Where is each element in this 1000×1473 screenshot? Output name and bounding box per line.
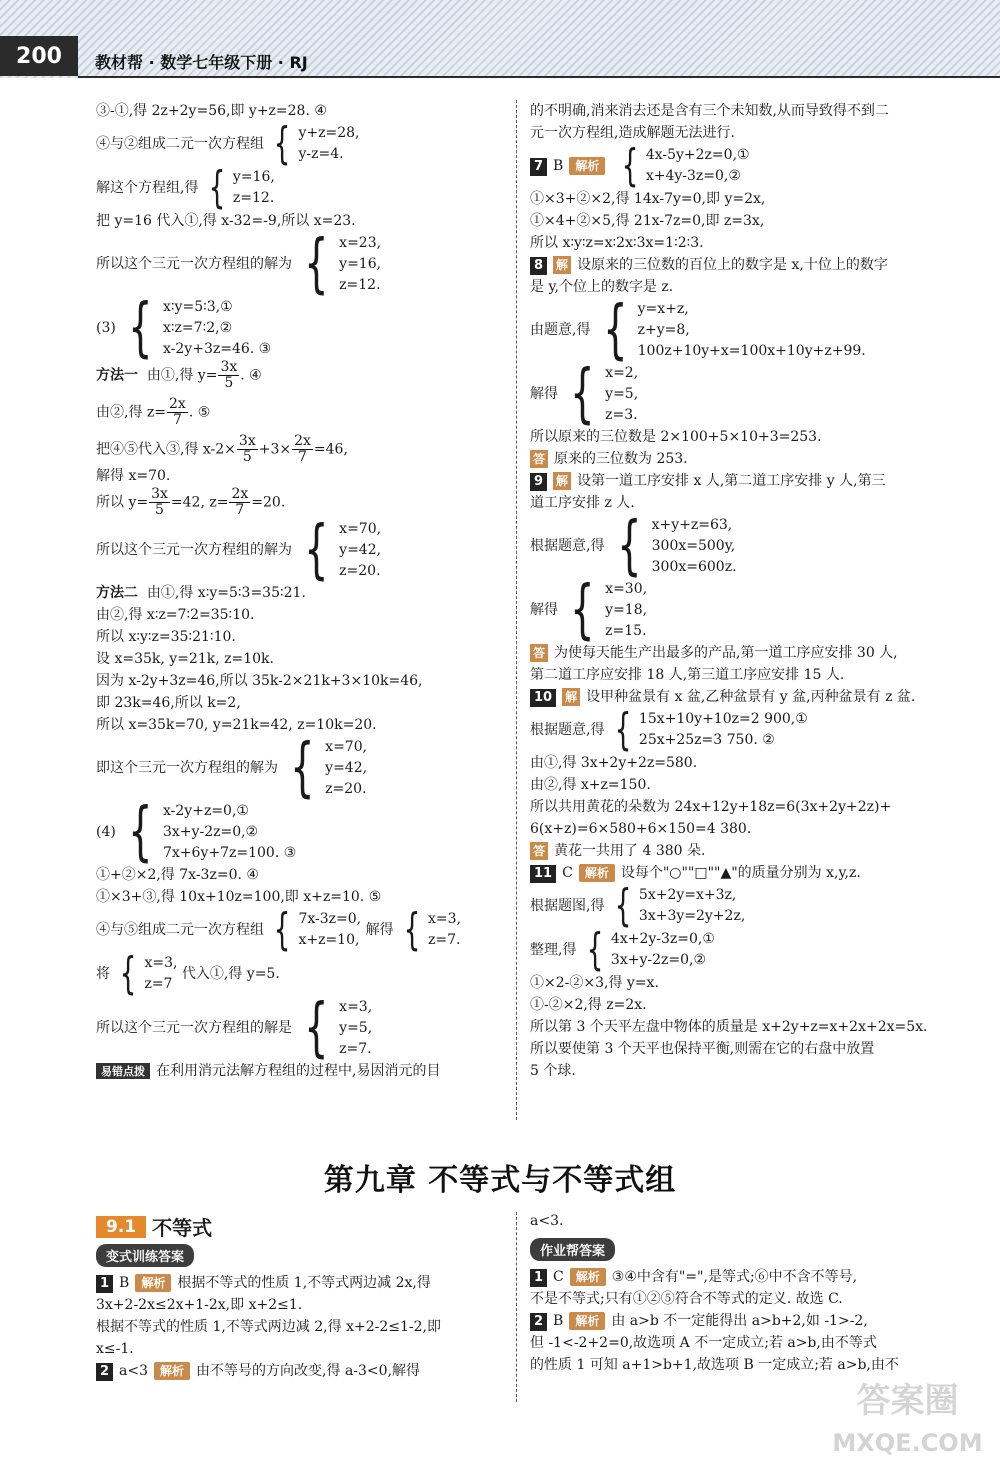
system-rows [646,145,750,187]
equation-system: { 5x+2y=x+3z, 3x+3y=2y+2z, [614,880,746,931]
equation-row: 300x=500y, [651,537,736,554]
text: 原来的三位数为 253. [554,451,688,467]
text: 由①,得 y= [146,367,218,384]
text: 根据不等式的性质 1,不等式两边减 2x,得 [177,1275,431,1291]
equation-row: z+y=8, [637,321,690,338]
text: 由 a>b 不一定能得出 a>b+2,如 -1>-2, [611,1313,868,1329]
equation-system: { x-2y+z=0,① 3x+y-2z=0,② 7x+6y+7z=100. ③ [128,795,297,869]
exercise-banner: 变式训练答案 [96,1244,194,1267]
page-header [0,0,1000,78]
answer-choice: B [553,158,564,174]
section-number: 9.1 [96,1216,146,1238]
denominator: 5 [242,449,252,465]
text-line: 所以第 3 个天平左盘中物体的质量是 x+2y+z=x+2x+2x=5x. [530,1019,928,1035]
text: 设甲种盆景有 x 盆,乙种盆景有 y 盆,丙种盆景有 z 盆. [586,689,916,705]
equation-row: z=12. [232,190,275,206]
fraction [229,487,250,518]
question-1 [96,1272,506,1294]
numerator: 3x [151,486,168,502]
question-number: 2 [96,1363,113,1381]
denominator: 7 [298,449,307,465]
text: 由不等号的方向改变,得 a-3<0,解得 [196,1363,421,1379]
equation-system: { y+z=28, y-z=4. [274,118,360,169]
text-line: ①×3+②×2,得 14x-7y=0,即 y=2x, [530,191,766,207]
system-rows [163,801,296,864]
numerator: 3x [238,433,256,449]
equation-row: 5x+2y=x+3z, [638,887,737,903]
question-number: 10 [530,689,556,707]
equation-row: y=42, [339,541,382,558]
equation-row: 7x+6y+7z=100. ③ [163,844,297,861]
text-line [96,487,506,518]
equation-system: { x+y+z=63, 300x=500y, 300x=600z. [617,509,737,583]
analysis-tag: 解析 [579,864,615,882]
solution-tag: 解 [553,256,571,274]
text: 黄花一共用了 4 380 朵. [554,843,706,859]
equation-row: x-2y+z=0,① [163,802,249,819]
text: =46, [313,441,348,458]
fraction [292,434,313,465]
text-line [96,360,506,391]
equation-system: { x=23, y=16, z=12. [304,227,382,301]
question-number: 1 [530,1269,547,1287]
text-line: 的不明确,消来消去还是含有三个未知数,从而导致得不到二 [530,103,889,119]
text-line: 3x+2-2x≤2x+1-2x,即 x+2≤1. [96,1297,303,1313]
equation-row: x-2y+3z=46. ③ [163,340,272,357]
section-heading [96,1212,212,1241]
method-label: 方法一 [96,367,138,384]
text-line: 的性质 1 可知 a+1>b+1,故选项 B 一定成立;若 a>b,由不 [530,1357,899,1373]
equation-row: 4x-5y+2z=0,① [645,147,750,163]
equation-row: y=5, [605,385,639,402]
equation-system: { x=3, z=7 [120,948,178,999]
text-line: ①×3+③,得 10x+10z=100,即 x+z=10. ⑤ [96,889,382,905]
question-7 [530,140,945,191]
system-rows [428,909,461,951]
equation-system: { x=3, y=5, z=7. [304,991,373,1065]
numerator: 3x [220,359,238,375]
right-column [530,100,945,1082]
answer-tag: 答 [530,450,548,468]
column-divider-bottom [516,1212,517,1402]
header-rule [78,76,1000,78]
equation-system-line [530,357,945,431]
equation-system-line [96,162,506,213]
numerator: 2x [169,396,186,412]
system-rows [652,515,737,578]
answer-tag: 答 [530,644,548,662]
equation-system: { x=70, y=42, z=20. [304,513,382,587]
equation-row: z=20. [325,780,367,797]
equation-row: x=3, [144,955,178,971]
text-line: 即 23k=46,所以 k=2, [96,695,241,711]
equation-system-line [96,118,506,169]
system-rows [233,167,275,209]
text-line: 道工序安排 z 人. [530,495,635,511]
text: 即这个三元一次方程组的解为 [96,760,278,776]
analysis-tag: 解析 [570,1268,606,1286]
equation-row: z=7. [339,1040,372,1057]
text-line: 设 x=35k, y=21k, z=10k. [96,651,274,667]
text-line: 解得 x=70. [96,468,171,484]
text-line: ①-②×2,得 z=2x. [530,997,647,1013]
equation-row: 7x-3z=0, [298,911,362,927]
text-line: 所以 x∶y∶z=x∶2x∶3x=1∶2∶3. [530,235,704,251]
text-line: 所以 x∶y∶z=35∶21∶10. [96,629,236,645]
question-number: 11 [530,865,556,883]
text-line: ①×2-②×3,得 y=x. [530,975,659,991]
equation-row: x=3, [339,998,373,1015]
system-rows [639,885,745,927]
analysis-tag: 解析 [569,1312,605,1330]
equation-system: { 4x-5y+2z=0,① x+4y-3z=0,② [621,140,750,191]
method-label: 方法二 [96,585,138,601]
text-line: 不是不等式;只有①②⑤符合不等式的定义. 故选 C. [530,1291,843,1307]
equation-row: x=70, [339,520,382,537]
analysis-tag: 解析 [135,1274,171,1292]
equation-row: z=12. [339,276,381,293]
text-line: ③-①,得 2z+2y=56,即 y+z=28. ④ [96,103,327,119]
equation-row: y=18, [605,601,648,618]
fraction [167,397,188,428]
equation-row: z=15. [605,622,647,639]
system-rows [639,709,808,751]
system-rows [298,909,361,951]
equation-row: 25x+25z=3 750. ② [638,732,775,748]
text: 由②,得 z= [96,404,167,421]
equation-row: x=3, [428,911,462,927]
equation-row: z=3. [605,406,638,423]
system-rows [638,299,866,362]
text-line: 第二道工序应安排 18 人,第三道工序应安排 15 人. [530,667,845,683]
text: 解得 [530,602,558,618]
homework-banner: 作业帮答案 [530,1238,615,1261]
equation-row: y=42, [325,759,368,776]
equation-row: x=70, [325,738,368,755]
text: 为使每天能生产出最多的产品,第一道工序应安排 30 人, [554,645,898,661]
answer-choice: B [553,1313,564,1329]
answer-choice: C [553,1269,564,1285]
text: =20. [251,494,286,511]
system-rows [605,363,638,426]
system-rows [163,297,271,360]
equation-system-line [530,704,945,755]
text-line: 由②,得 x+z=150. [530,777,651,793]
numerator: 2x [231,486,249,502]
equation-row: x+z=10, [298,932,360,948]
text: 代入①,得 y=5. [181,966,280,982]
equation-system: { x=30, y=18, z=15. [570,573,648,647]
equation-system-line [96,291,506,365]
system-rows [611,929,715,971]
denominator: 7 [235,502,245,518]
text: 解得 [365,922,394,938]
answer-choice: B [119,1275,130,1291]
equation-row: 100z+10y+x=100x+10y+z+99. [637,342,866,359]
equation-row: 4x+2y-3z=0,① [610,931,715,947]
equation-system-line [530,924,945,975]
equation-system-line [530,573,945,647]
tip-line [96,1060,506,1082]
text-line: 所以要使第 3 个天平也保持平衡,则需在它的右盘中放置 [530,1041,875,1057]
equation-system: { x∶y=5∶3,① x∶z=7∶2,② x-2y+3z=46. ③ [128,291,272,365]
equation-system: { x=2, y=5, z=3. [570,357,639,431]
equation-system: { 7x-3z=0, x+z=10, [274,904,362,955]
question-8 [530,254,945,276]
fraction [237,434,258,465]
left-column [96,100,506,1082]
answer-line [530,448,945,470]
question-number: 2 [530,1313,547,1331]
text-line: a<3. [530,1213,564,1229]
question-10 [530,686,945,708]
denominator: 5 [155,502,164,518]
equation-row: z=7. [428,932,461,948]
equation-row: z=7 [144,976,173,992]
question-11 [530,862,945,884]
question-number: 9 [530,473,547,491]
equation-system-line [96,513,506,587]
equation-system: { x=70, y=42, z=20. [290,731,368,805]
equation-system-line [96,731,506,805]
system-rows [298,123,359,165]
text-line: 所以原来的三位数是 2×100+5×10+3=253. [530,429,822,445]
equation-row: x+y+z=63, [651,516,733,533]
equation-row: 3x+y-2z=0,② [610,952,707,968]
equation-row: y+z=28, [298,125,360,141]
text-line [96,434,506,465]
bottom-left-column [96,1244,506,1382]
text: 把④⑤代入③,得 x-2× [96,441,236,458]
equation-system-line [530,509,945,583]
system-rows [144,953,177,995]
text: 根据题意,得 [530,538,605,554]
equation-system: { 4x+2y-3z=0,① 3x+y-2z=0,② [586,924,715,975]
question-9 [530,470,945,492]
text: ④与⑤组成二元一次方程组 [96,922,264,938]
equation-row: y-z=4. [298,146,344,162]
equation-row: x+4y-3z=0,② [645,168,741,184]
answer-line [530,840,945,862]
question-number: 1 [96,1275,113,1293]
equation-row: x=30, [605,580,648,597]
text: =42, z= [170,494,229,511]
section-title: 不等式 [152,1216,213,1240]
equation-row: y=16, [339,255,382,272]
text: ③④中含有"=",是等式;⑥中不含不等号, [611,1269,858,1285]
equation-system-line [96,991,506,1065]
equation-system-line [530,293,945,367]
denominator: 5 [224,375,234,391]
text: 根据题意,得 [530,722,605,738]
system-rows [339,233,381,296]
text: 由①,得 x∶y=5∶3=35∶21. [146,585,306,601]
equation-system: { y=16, z=12. [208,162,275,213]
text-line: 把 y=16 代入①,得 x-32=-9,所以 x=23. [96,213,356,229]
system-rows [325,737,367,800]
chapter-title: 第九章 不等式与不等式组 [323,1163,677,1198]
text: ④与②组成二元一次方程组 [96,136,264,152]
bottom-right-column [530,1210,945,1376]
equation-system-line [96,904,506,955]
equation-system: { x=3, z=7. [403,904,462,955]
question-1 [530,1266,945,1288]
text: 设第一道工序安排 x 人,第二道工序安排 y 人,第三 [577,473,886,489]
text-line: 5 个球. [530,1063,576,1079]
question-2 [530,1310,945,1332]
equation-system-line [96,227,506,301]
book-title: 教材帮 · 数学七年级下册 · RJ [95,53,308,72]
text: 将 [96,966,110,982]
text: 解得 [530,386,558,402]
equation-row: 300x=600z. [651,558,737,575]
text-line: x≤-1. [96,1341,134,1357]
question-number: 7 [530,158,547,176]
answer-choice: C [562,865,573,881]
watermark-url: MXQE.COM [832,1429,983,1457]
text-line: 由②,得 x∶z=7∶2=35∶10. [96,607,255,623]
numerator: 2x [294,433,311,449]
text-line: 所以 x=35k=70, y=21k=42, z=10k=20. [96,717,377,733]
text-line: 由①,得 3x+2y+2z=580. [530,755,698,771]
question-number: 8 [530,257,547,275]
text: 设每个"○""□""▲"的质量分别为 x,y,z. [620,865,861,881]
text-line: 因为 x-2y+3z=46,所以 35k-2×21k+3×10k=46, [96,673,423,689]
system-rows [339,519,381,582]
fraction [218,360,239,391]
fraction [149,487,170,518]
system-rows [339,997,372,1060]
text: 所以这个三元一次方程组的解是 [96,1020,292,1036]
answer-tag: 答 [530,842,548,860]
tip-badge: 易错点拨 [96,1063,150,1079]
equation-row: z=20. [339,562,381,579]
equation-system-line [96,948,506,999]
text: 所以这个三元一次方程组的解为 [96,256,292,272]
text: 在利用消元法解方程组的过程中,易因消元的目 [156,1063,441,1079]
text-line: 但 -1<-2+2=0,故选项 A 不一定成立;若 a>b,由不等式 [530,1335,877,1351]
solution-tag: 解 [562,688,580,706]
solution-tag: 解 [553,472,571,490]
text: 整理,得 [530,942,577,958]
text: 所以这个三元一次方程组的解为 [96,542,292,558]
equation-system: { y=x+z, z+y=8, 100z+10y+x=100x+10y+z+99. [603,293,866,367]
text-line [96,397,506,428]
problem-label: (4) [96,824,116,840]
text-line: 6(x+z)=6×580+6×150=4 380. [530,821,752,837]
question-2 [96,1360,506,1382]
equation-row: 15x+10y+10z=2 900,① [638,711,808,727]
text: 由题意,得 [530,322,591,338]
equation-row: 3x+y-2z=0,② [163,823,259,840]
equation-row: y=5, [339,1019,373,1036]
text-line: 所以共用黄花的朵数为 24x+12y+18z=6(3x+2y+2z)+ [530,799,892,815]
text: . ④ [240,367,262,384]
equation-system-line [96,795,506,869]
column-divider [516,100,517,1120]
denominator: 7 [172,412,182,428]
text: 设原来的三位数的百位上的数字是 x,十位上的数字 [577,257,888,273]
watermark-text: 答案圈 [856,1381,959,1421]
analysis-tag: 解析 [569,157,605,175]
text-line: ①×4+②×5,得 21x-7z=0,即 z=3x, [530,213,765,229]
text-line [96,582,506,604]
analysis-tag: 解析 [154,1362,190,1380]
watermark [820,1380,995,1470]
equation-system: { 15x+10y+10z=2 900,① 25x+25z=3 750. ② [614,704,808,755]
text-line: 根据不等式的性质 1,不等式两边减 2,得 x+2-2≤1-2,即 [96,1319,441,1335]
equation-row: y=x+z, [637,300,689,317]
system-rows [605,579,647,642]
equation-system-line [530,880,945,931]
text: . ⑤ [188,404,211,421]
text-line: 元一次方程组,造成解题无法进行. [530,125,735,141]
text-line: 是 y,个位上的数字是 z. [530,279,674,295]
text: 所以 y= [96,494,149,511]
answer-value: a<3 [119,1363,149,1379]
text: +3× [258,441,292,458]
page-number: 200 [0,36,78,76]
text: 根据题图,得 [530,898,605,914]
equation-row: 3x+3y=2y+2z, [638,908,746,924]
equation-row: x=23, [339,234,382,251]
equation-row: x∶y=5∶3,① [163,298,233,315]
equation-row: y=16, [232,169,275,185]
problem-label: (3) [96,320,116,336]
text-line: ①+②×2,得 7x-3z=0. ④ [96,867,259,883]
equation-row: x=2, [605,364,639,381]
text: 解这个方程组,得 [96,180,199,196]
equation-row: x∶z=7∶2,② [163,319,233,336]
